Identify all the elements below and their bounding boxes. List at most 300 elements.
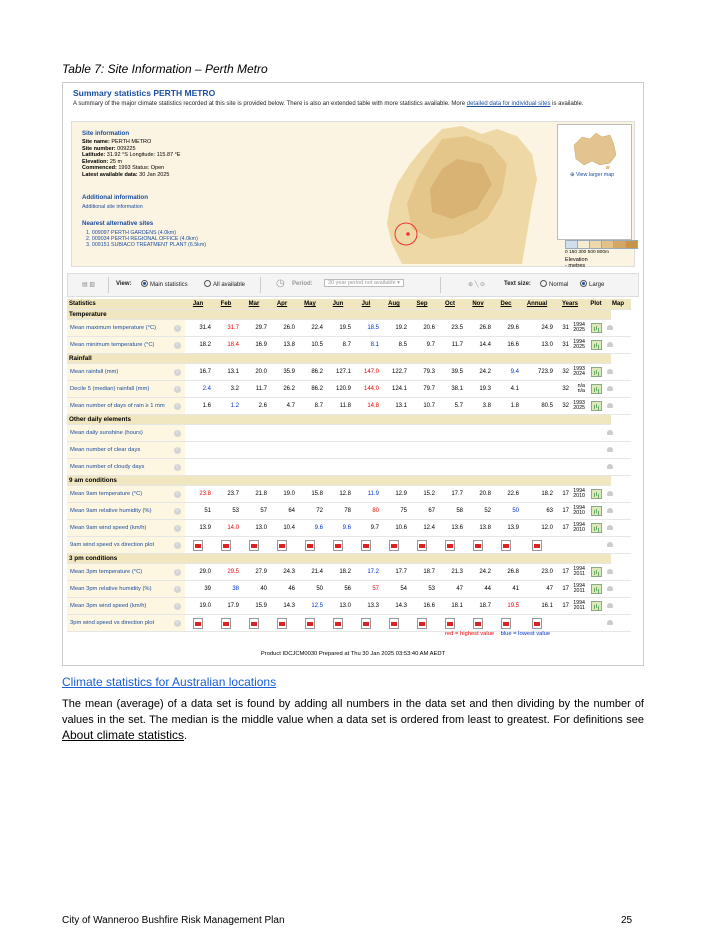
key-high: red = highest value <box>445 631 495 637</box>
map-icon[interactable] <box>607 447 613 452</box>
annual-cell: 63 <box>521 503 555 520</box>
pdf-icon[interactable] <box>501 540 511 551</box>
data-cell: 24.2 <box>465 364 493 381</box>
annual-cell <box>521 459 555 476</box>
table-row <box>67 581 631 598</box>
map-icon[interactable] <box>607 491 613 496</box>
info-icon[interactable]: i <box>174 430 181 437</box>
pdf-icon[interactable] <box>417 540 427 551</box>
pdf-icon[interactable] <box>305 540 315 551</box>
summary-desc-text: A summary of the major climate statistics recorded at this site is provided below. There is also an extended table with more statistics available. More <box>73 101 466 107</box>
map-icon[interactable] <box>607 620 613 625</box>
table-row <box>67 537 631 554</box>
data-cell <box>241 425 269 442</box>
wa-elevation-map <box>292 124 552 264</box>
group-header-row <box>67 310 631 320</box>
data-cell <box>353 459 381 476</box>
plot-cell[interactable] <box>587 581 607 598</box>
statistic-label[interactable]: Mean minimum temperature (°C) <box>67 337 171 354</box>
pdf-plot-cell[interactable] <box>521 537 555 554</box>
info-icon[interactable]: i <box>174 464 181 471</box>
pdf-plot-cell[interactable] <box>493 537 521 554</box>
info-icon-cell[interactable] <box>171 520 185 537</box>
info-icon-cell[interactable] <box>171 537 185 554</box>
map-icon[interactable] <box>607 386 613 391</box>
data-cell: 10.5 <box>297 337 325 354</box>
info-icon-cell[interactable] <box>171 320 185 337</box>
info-icon[interactable]: i <box>174 620 181 627</box>
climate-statistics-link[interactable]: Climate statistics for Australian locations <box>62 675 277 689</box>
years-start: 1994 <box>573 582 585 589</box>
pdf-plot-cell[interactable] <box>297 615 325 632</box>
column-header[interactable]: Aug <box>381 299 409 310</box>
pdf-icon[interactable] <box>473 618 483 629</box>
elevation-label: Elevation - metres <box>565 257 588 269</box>
pdf-icon[interactable] <box>417 618 427 629</box>
data-cell: 29.0 <box>185 564 213 581</box>
plot-cell[interactable] <box>587 364 607 381</box>
info-icon-cell[interactable] <box>171 337 185 354</box>
info-icon-cell[interactable] <box>171 581 185 598</box>
column-header[interactable]: Nov <box>465 299 493 310</box>
pdf-plot-cell[interactable] <box>521 615 555 632</box>
statistic-label[interactable]: Decile 5 (median) rainfall (mm) <box>67 381 171 398</box>
data-cell: 54 <box>381 581 409 598</box>
pdf-icon[interactable] <box>333 540 343 551</box>
pdf-icon[interactable] <box>277 618 287 629</box>
pdf-plot-cell[interactable] <box>185 537 213 554</box>
view-larger-map-link[interactable]: ⊕ View larger map <box>570 172 615 178</box>
pdf-plot-cell[interactable] <box>409 615 437 632</box>
statistic-label[interactable]: Mean number of clear days <box>67 442 171 459</box>
data-cell: 11.7 <box>241 381 269 398</box>
group-header: Other daily elements <box>67 415 611 425</box>
nearest-sites-heading: Nearest alternative sites <box>82 220 154 227</box>
info-icon-cell[interactable] <box>171 381 185 398</box>
info-icon[interactable]: i <box>174 508 181 515</box>
mean-median-paragraph: The mean (average) of a data set is found by adding all numbers in the data set and then dividing by the number of values in the set. The median is the middle value when a data set is ordered from least to greatest. For definitions see About climate statistics. <box>62 698 644 742</box>
data-cell <box>185 425 213 442</box>
group-header-row <box>67 354 631 364</box>
annual-cell: 23.0 <box>521 564 555 581</box>
data-cell: 44 <box>465 581 493 598</box>
data-cell <box>297 425 325 442</box>
data-cell: 2.6 <box>241 398 269 415</box>
pdf-icon[interactable] <box>389 618 399 629</box>
detailed-data-link[interactable]: detailed data for individual sites <box>466 101 551 107</box>
info-icon-cell[interactable] <box>171 425 185 442</box>
column-header[interactable]: Jun <box>325 299 353 310</box>
site-info-heading: Site information <box>82 130 130 137</box>
data-cell <box>325 425 353 442</box>
data-cell: 11.9 <box>353 486 381 503</box>
info-icon-cell[interactable] <box>171 615 185 632</box>
info-icon[interactable]: i <box>174 342 181 349</box>
pdf-plot-cell[interactable] <box>325 615 353 632</box>
about-climate-statistics-link[interactable]: About climate statistics <box>62 728 185 742</box>
pad-cell <box>611 520 631 537</box>
data-cell: 50 <box>297 581 325 598</box>
pdf-plot-cell[interactable] <box>241 537 269 554</box>
pdf-plot-cell[interactable] <box>213 537 241 554</box>
column-header[interactable]: Apr <box>269 299 297 310</box>
data-cell: 14.8 <box>353 398 381 415</box>
site-detail-key: Latitude: <box>82 152 106 158</box>
pdf-plot-cell[interactable] <box>381 537 409 554</box>
data-cell: 18.2 <box>325 564 353 581</box>
bar-chart-icon[interactable] <box>591 340 602 350</box>
large-size-radio[interactable]: Large <box>580 281 604 288</box>
pdf-plot-cell[interactable] <box>185 615 213 632</box>
statistic-label[interactable]: Mean 9am temperature (°C) <box>67 486 171 503</box>
info-icon[interactable]: i <box>174 447 181 454</box>
bar-chart-icon[interactable] <box>591 523 602 533</box>
site-detail-line <box>82 139 151 145</box>
data-cell: 46 <box>269 581 297 598</box>
data-cell: 18.5 <box>353 320 381 337</box>
pdf-icon[interactable] <box>473 540 483 551</box>
years-range-cell <box>571 398 587 415</box>
years-start: 1993 <box>573 399 585 406</box>
data-cell: 19.2 <box>381 320 409 337</box>
data-cell: 1.8 <box>493 398 521 415</box>
pdf-icon[interactable] <box>193 540 203 551</box>
pdf-icon[interactable] <box>532 540 542 551</box>
annual-cell: 723.9 <box>521 364 555 381</box>
years-start: 1994 <box>573 565 585 572</box>
pdf-icon[interactable] <box>445 540 455 551</box>
data-cell: 38 <box>213 581 241 598</box>
data-cell: 9.4 <box>493 364 521 381</box>
years-end: 2025 <box>573 327 585 333</box>
site-detail-key: Latest available data: <box>82 171 138 178</box>
bar-chart-icon[interactable] <box>591 401 602 411</box>
map-icon[interactable] <box>607 464 613 469</box>
pdf-plot-cell[interactable] <box>465 615 493 632</box>
statistic-label[interactable]: Mean 3pm wind speed (km/h) <box>67 598 171 615</box>
info-icon-cell[interactable] <box>171 442 185 459</box>
plot-cell[interactable] <box>587 337 607 354</box>
statistic-label[interactable]: Mean 3pm temperature (°C) <box>67 564 171 581</box>
map-icon[interactable] <box>607 430 613 435</box>
years-range-cell <box>571 486 587 503</box>
data-cell: 67 <box>409 503 437 520</box>
plot-cell[interactable] <box>587 486 607 503</box>
info-icon[interactable]: i <box>174 369 181 376</box>
years-count-cell: 31 <box>555 320 571 337</box>
column-header[interactable]: Feb <box>213 299 241 310</box>
pdf-plot-cell[interactable] <box>409 537 437 554</box>
data-cell <box>185 459 213 476</box>
annual-cell <box>521 381 555 398</box>
bar-chart-icon[interactable] <box>591 506 602 516</box>
annual-cell <box>521 442 555 459</box>
years-range-cell <box>571 459 587 476</box>
plot-cell <box>587 459 607 476</box>
pdf-plot-cell[interactable] <box>437 615 465 632</box>
years-end: 2011 <box>573 571 585 577</box>
data-cell: 15.2 <box>409 486 437 503</box>
column-header[interactable]: Annual <box>521 299 555 310</box>
climate-summary-screenshot <box>62 82 644 666</box>
years-count-cell <box>555 459 571 476</box>
pdf-icon[interactable] <box>361 540 371 551</box>
data-cell: 4.7 <box>269 398 297 415</box>
data-cell: 35.9 <box>269 364 297 381</box>
map-icon[interactable] <box>607 403 613 408</box>
data-cell: 13.9 <box>493 520 521 537</box>
info-icon[interactable]: i <box>174 386 181 393</box>
statistic-label[interactable]: Mean rainfall (mm) <box>67 364 171 381</box>
map-icon[interactable] <box>607 569 613 574</box>
map-icon[interactable] <box>607 369 613 374</box>
data-cell: 3.2 <box>213 381 241 398</box>
info-icon-cell[interactable] <box>171 398 185 415</box>
data-cell: 13.8 <box>465 520 493 537</box>
table-row <box>67 398 631 415</box>
info-icon-cell[interactable] <box>171 503 185 520</box>
column-header[interactable]: Jan <box>185 299 213 310</box>
footer-title: City of Wanneroo Bushfire Risk Management Plan <box>62 915 285 926</box>
pdf-icon[interactable] <box>221 618 231 629</box>
data-cell: 1.2 <box>213 398 241 415</box>
data-cell: 47 <box>437 581 465 598</box>
column-header[interactable]: Sep <box>409 299 437 310</box>
data-cell: 50 <box>493 503 521 520</box>
statistic-label[interactable]: Mean daily sunshine (hours) <box>67 425 171 442</box>
column-header[interactable]: Oct <box>437 299 465 310</box>
pad-cell <box>611 381 631 398</box>
bar-chart-icon[interactable] <box>591 367 602 377</box>
data-cell <box>297 442 325 459</box>
pad-cell <box>611 364 631 381</box>
statistic-label[interactable]: Mean 3pm relative humidity (%) <box>67 581 171 598</box>
bar-chart-icon[interactable] <box>591 384 602 394</box>
pdf-icon[interactable] <box>249 540 259 551</box>
statistic-label[interactable]: Mean 9am wind speed (km/h) <box>67 520 171 537</box>
column-header[interactable]: Jul <box>353 299 381 310</box>
plot-cell[interactable] <box>587 503 607 520</box>
data-cell <box>437 425 465 442</box>
site-detail-key: Site number: <box>82 145 116 152</box>
info-icon-cell[interactable] <box>171 459 185 476</box>
years-start: 1994 <box>573 338 585 345</box>
plot-cell[interactable] <box>587 320 607 337</box>
normal-size-radio[interactable]: Normal <box>540 281 568 288</box>
data-cell: 19.5 <box>325 320 353 337</box>
main-statistics-radio[interactable]: Main statistics <box>141 281 188 288</box>
statistic-label[interactable]: Mean number of cloudy days <box>67 459 171 476</box>
data-cell: 53 <box>409 581 437 598</box>
data-cell <box>465 459 493 476</box>
pdf-plot-cell[interactable] <box>465 537 493 554</box>
statistic-label[interactable]: Mean maximum temperature (°C) <box>67 320 171 337</box>
nearest-site-link[interactable]: 3. 009151 SUBIACO TREATMENT PLANT (6.5km) <box>86 242 207 248</box>
column-header[interactable]: Years <box>555 299 587 310</box>
pdf-icon[interactable] <box>389 540 399 551</box>
info-icon-cell[interactable] <box>171 564 185 581</box>
info-icon-cell[interactable] <box>171 364 185 381</box>
data-cell: 38.1 <box>437 381 465 398</box>
info-icon[interactable]: i <box>174 586 181 593</box>
pad-cell <box>611 459 631 476</box>
annual-cell: 80.5 <box>521 398 555 415</box>
data-cell: 16.9 <box>241 337 269 354</box>
years-end: 2010 <box>573 510 585 516</box>
pdf-icon[interactable] <box>249 618 259 629</box>
info-icon[interactable]: i <box>174 491 181 498</box>
statistics-table <box>67 299 631 632</box>
plot-cell[interactable] <box>587 520 607 537</box>
statistic-label[interactable]: 9am wind speed vs direction plot <box>67 537 171 554</box>
pad-cell <box>611 425 631 442</box>
pdf-plot-cell[interactable] <box>437 537 465 554</box>
pdf-plot-cell[interactable] <box>325 537 353 554</box>
statistic-label[interactable]: Mean 9am relative humidity (%) <box>67 503 171 520</box>
pdf-plot-cell[interactable] <box>381 615 409 632</box>
data-cell: 18.1 <box>437 598 465 615</box>
plot-cell[interactable] <box>587 398 607 415</box>
statistic-label[interactable]: Mean number of days of rain ≥ 1 mm <box>67 398 171 415</box>
table-row <box>67 564 631 581</box>
data-cell: 64 <box>269 503 297 520</box>
data-cell: 127.1 <box>325 364 353 381</box>
pdf-plot-cell[interactable] <box>269 537 297 554</box>
key-low: blue = lowest value <box>500 631 551 637</box>
info-icon[interactable]: i <box>174 569 181 576</box>
info-icon[interactable]: i <box>174 403 181 410</box>
bar-chart-icon[interactable] <box>591 323 602 333</box>
column-header[interactable]: Mar <box>241 299 269 310</box>
data-cell: 14.4 <box>465 337 493 354</box>
info-icon-cell[interactable] <box>171 598 185 615</box>
site-detail-line <box>82 172 169 178</box>
annual-cell: 47 <box>521 581 555 598</box>
period-select[interactable]: 30 year period not available ▾ <box>324 279 404 287</box>
table-row <box>67 381 631 398</box>
pdf-icon[interactable] <box>361 618 371 629</box>
plot-cell[interactable] <box>587 564 607 581</box>
site-detail-value: 009225 <box>115 145 136 152</box>
info-icon[interactable]: i <box>174 603 181 610</box>
pdf-icon[interactable] <box>193 618 203 629</box>
years-range-cell <box>571 425 587 442</box>
info-icon[interactable]: i <box>174 542 181 549</box>
site-detail-value: 30 Jan 2025 <box>137 171 170 178</box>
group-header-row <box>67 476 631 486</box>
pdf-plot-cell[interactable] <box>353 615 381 632</box>
years-start: n/a <box>577 382 585 389</box>
table-view-icon[interactable]: ▤ ▥ <box>82 282 96 288</box>
data-cell <box>213 459 241 476</box>
column-header[interactable]: May <box>297 299 325 310</box>
plot-cell <box>587 442 607 459</box>
pdf-icon[interactable] <box>221 540 231 551</box>
pad-cell <box>611 503 631 520</box>
pdf-icon[interactable] <box>532 618 542 629</box>
years-range-cell <box>571 581 587 598</box>
additional-site-info-link[interactable]: Additional site information <box>82 204 143 210</box>
pdf-icon[interactable] <box>333 618 343 629</box>
magnifier-icon: ⊕ <box>570 172 575 178</box>
nearest-site-link[interactable]: 1. 009097 PERTH GARDENS (4.0km) <box>86 230 176 236</box>
plot-cell[interactable] <box>587 381 607 398</box>
bar-chart-icon[interactable] <box>591 489 602 499</box>
info-icon[interactable]: i <box>174 325 181 332</box>
map-icon[interactable] <box>607 525 613 530</box>
data-cell: 18.7 <box>465 598 493 615</box>
pdf-icon[interactable] <box>277 540 287 551</box>
map-icon[interactable] <box>607 542 613 547</box>
pdf-plot-cell[interactable] <box>213 615 241 632</box>
info-icon[interactable]: i <box>174 525 181 532</box>
years-range-cell <box>571 598 587 615</box>
info-icon-cell[interactable] <box>171 486 185 503</box>
data-cell: 5.7 <box>437 398 465 415</box>
column-header[interactable]: Dec <box>493 299 521 310</box>
data-cell: 16.6 <box>409 598 437 615</box>
all-available-radio[interactable]: All available <box>204 281 245 288</box>
page-number: 25 <box>621 915 633 926</box>
map-icon[interactable] <box>607 603 613 608</box>
pdf-icon[interactable] <box>305 618 315 629</box>
map-icon[interactable] <box>607 586 613 591</box>
years-end: 2010 <box>573 493 585 499</box>
map-icon[interactable] <box>607 325 613 330</box>
years-count-cell: 32 <box>555 398 571 415</box>
table-row <box>67 520 631 537</box>
pdf-plot-cell[interactable] <box>269 615 297 632</box>
data-cell: 9.6 <box>297 520 325 537</box>
data-cell: 26.2 <box>269 381 297 398</box>
plot-cell[interactable] <box>587 598 607 615</box>
data-cell: 17.7 <box>381 564 409 581</box>
pad-cell <box>611 537 631 554</box>
years-cell <box>555 615 571 632</box>
data-cell: 52 <box>465 503 493 520</box>
years-cell <box>571 537 587 554</box>
bar-chart-icon[interactable] <box>591 601 602 611</box>
data-cell: 20.8 <box>465 486 493 503</box>
annual-cell: 12.0 <box>521 520 555 537</box>
pdf-plot-cell[interactable] <box>353 537 381 554</box>
data-cell: 39 <box>185 581 213 598</box>
pdf-icon[interactable] <box>445 618 455 629</box>
bar-chart-icon[interactable] <box>591 584 602 594</box>
plot-cell <box>587 537 607 554</box>
data-cell: 8.5 <box>381 337 409 354</box>
site-detail-key: Commenced: <box>82 165 117 171</box>
summary-description <box>73 100 638 108</box>
data-cell <box>185 442 213 459</box>
years-count-cell: 17 <box>555 503 571 520</box>
data-cell <box>297 459 325 476</box>
data-cell: 14.3 <box>269 598 297 615</box>
data-cell: 8.7 <box>297 398 325 415</box>
zoom-icons[interactable]: ⊕ ╲ ⊖ <box>468 282 486 288</box>
map-icon[interactable] <box>607 508 613 513</box>
pdf-plot-cell[interactable] <box>297 537 325 554</box>
map-icon[interactable] <box>607 342 613 347</box>
pdf-plot-cell[interactable] <box>241 615 269 632</box>
summary-title: Summary statistics PERTH METRO <box>73 88 216 98</box>
statistic-label[interactable]: 3pm wind speed vs direction plot <box>67 615 171 632</box>
pdf-plot-cell[interactable] <box>493 615 521 632</box>
years-range-cell <box>571 381 587 398</box>
pdf-icon[interactable] <box>501 618 511 629</box>
nearest-site-link[interactable]: 2. 009034 PERTH REGIONAL OFFICE (4.0km) <box>86 236 198 242</box>
bar-chart-icon[interactable] <box>591 567 602 577</box>
